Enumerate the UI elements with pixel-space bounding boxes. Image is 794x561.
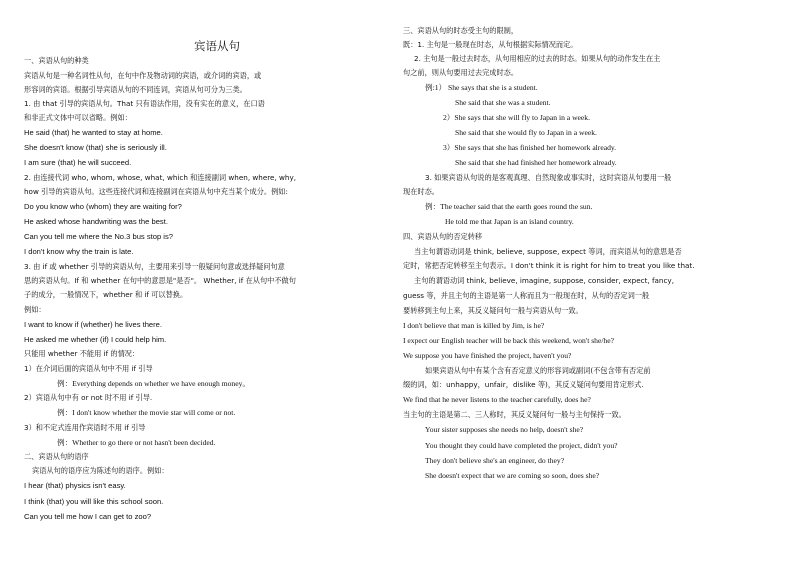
left-text-line: 3）和不定式连用作宾语时不用 if 引导 <box>24 423 146 432</box>
right-text-line: 三、宾语从句的时态受主句的限制， <box>403 26 519 35</box>
right-text-line: 当主句谓语动词是 think, believe, suppose, expect 等词，而宾语从句的意思是否 <box>414 247 682 256</box>
right-text-line: 如果宾语从句中有某个含有否定意义的形容词或副词(不包含带有否定前 <box>425 366 651 375</box>
right-text-line: guess 等，并且主句的主语是第一人称而且为一般现在时，从句的否定词一般 <box>403 291 650 300</box>
right-text-line: We suppose you have finished the project, haven't you? <box>403 351 572 360</box>
right-text-line: 四、宾语从句的否定转移 <box>403 232 483 241</box>
left-text-line: I want to know if (whether) he lives there. <box>24 320 163 329</box>
left-text-line: 1）在介词后面的宾语从句中不用 if 引导 <box>24 364 153 373</box>
left-text-line: He said (that) he wanted to stay at home. <box>24 128 163 137</box>
left-text-line: I don't know why the train is late. <box>24 247 134 256</box>
left-text-line: Can you tell me how I can get to zoo? <box>24 512 152 521</box>
right-text-line: 既：1. 主句是一般现在时态，从句根据实际情况而定。 <box>403 40 578 49</box>
right-text-line: 例：The teacher said that the earth goes round the sun. <box>425 202 593 211</box>
right-text-line: 句之前，则从句要用过去完成时态。 <box>403 68 519 77</box>
left-text-line: I hear (that) physics isn't easy. <box>24 481 126 490</box>
left-text-line: 一、宾语从句的种类 <box>24 56 89 65</box>
right-text-line: 主句的谓语动词 think, believe, imagine, suppose, consider, expect, fancy, <box>414 276 674 285</box>
right-text-line: She said that she had finished her homework already. <box>455 158 617 167</box>
document-title: 宾语从句 <box>194 39 240 53</box>
right-text-line: 2. 主句是一般过去时态，从句用相应的过去的时态。如果从句的动作发生在主 <box>414 54 661 63</box>
left-text-line: Do you know who (whom) they are waiting for? <box>24 202 182 211</box>
left-text-line: 例：Whether to go there or not hasn't been decided. <box>57 438 216 447</box>
right-text-line: 定时，常把否定转移至主句表示。I don't think it is right for him to treat you like that. <box>403 261 695 270</box>
right-text-line: 当主句的主语是第二、三人称时，其反义疑问句一般与主句保持一致。 <box>403 410 626 419</box>
left-text-line: She doesn't know (that) she is seriously ill. <box>24 143 167 152</box>
left-text-line: 2. 由连接代词 who, whom, whose, what, which 和连接副词 when, where, why, <box>24 173 297 182</box>
right-text-line: 要转移到主句上来，其反义疑问句一般与宾语从句一致。 <box>403 306 583 315</box>
right-text-line: You thought they could have completed the project, didn't you? <box>425 441 618 450</box>
left-text-line: 例：I don't know whether the movie star will come or not. <box>57 408 236 417</box>
left-text-line: 二、宾语从句的语序 <box>24 452 89 461</box>
right-text-line: 缀的词，如：unhappy，unfair，dislike 等)，其反义疑问句要用肯定形式. <box>403 380 644 389</box>
left-text-line: 宾语从句的语序应为陈述句的语序。例如： <box>32 466 169 475</box>
left-text-line: 宾语从句是一种名词性从句，在句中作及物动词的宾语，或介词的宾语，或 <box>24 71 262 80</box>
right-text-line: She said that she would fly to Japan in a week. <box>455 128 597 137</box>
right-text-line: 3）She says that she has finished her homework already. <box>443 143 617 152</box>
left-text-line: He asked whose handwriting was the best. <box>24 217 168 226</box>
right-text-line: 现在时态。 <box>403 187 439 196</box>
right-text-line: She said that she was a student. <box>455 98 551 107</box>
left-text-line: 形容词的宾语。根据引导宾语从句的不同连词，宾语从句可分为三类。 <box>24 85 247 94</box>
left-text-line: how 引导的宾语从句。这些连接代词和连接副词在宾语从句中充当某个成分。例如: <box>24 187 288 196</box>
left-text-line: 只能用 whether 不能用 if 的情况： <box>24 349 140 358</box>
right-text-line: We find that he never listens to the teacher carefully, does he? <box>403 395 591 404</box>
left-text-line: 3. 由 if 或 whether 引导的宾语从句，主要用来引导一般疑问句意或选择疑问句意 <box>24 262 285 271</box>
left-text-line: 思的宾语从句。If 和 whether 在句中的意思是"是否"。 Whether, if 在从句中不做句 <box>24 276 296 285</box>
left-text-line: Can you tell me where the No.3 bus stop is? <box>24 232 174 241</box>
right-text-line: They don't believe she's an engineer, do they? <box>425 456 565 465</box>
left-text-line: 1. 由 that 引导的宾语从句。That 只有语法作用，没有实在的意义，在口语 <box>24 99 265 108</box>
right-text-line: I expect our English teacher will be back this weekend, won't she/he? <box>403 336 614 345</box>
left-text-line: 和非正式文体中可以省略。例如： <box>24 113 132 122</box>
left-text-line: 子的成分，一般情况下，whether 和 if 可以替换。 <box>24 290 188 299</box>
right-text-line: She doesn't expect that we are coming so soon, does she? <box>425 471 600 480</box>
left-text-line: I am sure (that) he will succeed. <box>24 158 132 167</box>
right-text-line: 2）She says that she will fly to Japan in a week. <box>443 113 590 122</box>
right-column <box>403 0 775 561</box>
left-column <box>24 0 410 561</box>
right-text-line: He told me that Japan is an island country. <box>445 217 574 226</box>
right-text-line: I don't believe that man is killed by Jim, is he? <box>403 321 545 330</box>
left-text-line: 2）宾语从句中有 or not 时不用 if 引导. <box>24 393 153 402</box>
left-text-line: I think (that) you will like this school soon. <box>24 497 164 506</box>
right-text-line: 3. 如果宾语从句说的是客观真理、自然现象或事实时，这时宾语从句要用一般 <box>425 173 672 182</box>
right-text-line: Your sister supposes she needs no help, doesn't she? <box>425 425 584 434</box>
right-text-line: 例:1） She says that she is a student. <box>425 83 538 92</box>
left-text-line: 例：Everything depends on whether we have enough money。 <box>57 379 250 388</box>
left-text-line: He asked me whether (if) I could help him. <box>24 335 167 344</box>
left-text-line: 例如： <box>24 305 46 314</box>
